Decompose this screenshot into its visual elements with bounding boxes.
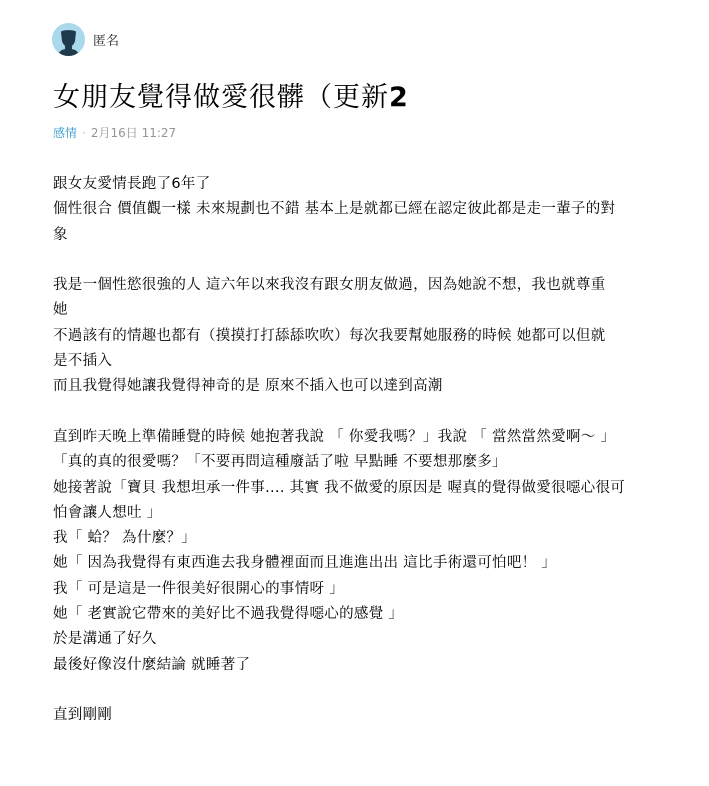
content-line: 象 [53,226,68,243]
content-line: 跟女友愛情長跑了6年了 [53,176,211,192]
content-line: 她 [53,302,68,319]
content-line: 於是溝通了好久 [53,631,157,648]
content-line: 最後好像沒什麼結論 就睡著了 [53,656,251,673]
author-name[interactable]: 匿名 [93,33,120,49]
meta-separator: · [82,126,86,140]
content-line: 我「 蛤？ 為什麼？」 [53,530,197,547]
post-title-suffix: 2 [389,82,409,113]
board-link[interactable]: 感情 [53,126,78,140]
content-line: 我是一個性慾很強的人 這六年以來我沒有跟女朋友做過，因為她說不想，我也就尊重 [53,277,606,294]
content-line [53,248,653,273]
post-meta [53,124,176,141]
content-line: 她「 老實說它帶來的美好比不過我覺得噁心的感覺 」 [53,606,404,623]
content-line: 個性很合 價值觀一樣 未來規劃也不錯 基本上是就都已經在認定彼此都是走一輩子的對 [53,201,616,218]
content-line: 而且我覺得她讓我覺得神奇的是 原來不插入也可以達到高潮 [53,378,443,395]
content-line [53,678,653,703]
content-line [53,400,653,425]
content-line: 她接著說「寶貝 我想坦承一件事.... 其實 我不做愛的原因是 喔真的覺得做愛很噁心很可 [53,479,626,496]
content-line: 是不插入 [53,353,113,370]
content-line: 「真的真的很愛嗎？「不要再問這種廢話了啦 早點睡 不要想那麼多」 [53,454,507,471]
post-datetime: 2月16日 11:27 [90,126,177,140]
content-line: 我「 可是這是一件很美好很開心的事情呀 」 [53,580,345,597]
post-title [53,75,409,114]
content-line: 直到剛剛 [53,707,113,724]
content-line: 怕會讓人想吐 」 [53,504,162,521]
content-line: 直到昨天晚上準備睡覺的時候 她抱著我說 「 你愛我嗎？」我說 「 當然當然愛啊～ 」 [53,428,616,445]
content-line: 她「 因為我覺得有東西進去我身體裡面而且進進出出 這比手術還可怕吧！ 」 [53,555,557,572]
post-author [52,22,119,56]
content-line: 不過該有的情趣也都有（摸摸打打舔舔吹吹）每次我要幫她服務的時候 她都可以但就 [53,327,606,344]
anonymous-avatar-icon[interactable] [52,23,85,56]
post-title-text: 女朋友覺得做愛很髒（更新 [53,82,389,113]
post-content [53,172,653,729]
